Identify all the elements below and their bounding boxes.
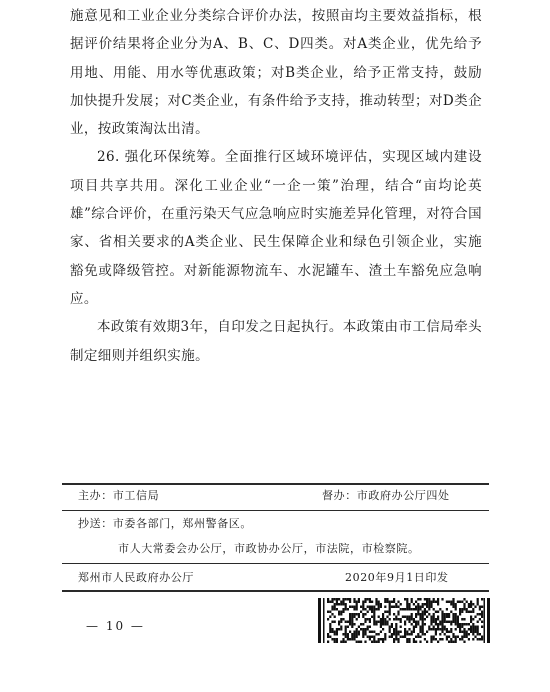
paragraph-continuation: 施意见和工业企业分类综合评价办法，按照亩均主要效益指标，根据评价结果将企业分为A、B、C、D四类。对A类企业，优先给予用地、用能、用水等优惠政策；对B类企业，给予正常支持，鼓励加快提升发展；对C类企业，有条件给予支持，推动转型；对D类企业，按政策淘汰出清。 bbox=[70, 8, 482, 138]
footer-divider-2 bbox=[62, 563, 489, 564]
paragraph-26: 26. 强化环保统筹。全面推行区域环境评估，实现区域内建设项目共享共用。深化工业企业“一企一策”治理，结合“亩均论英雄”综合评价，在重污染天气应急响应时实施差异化管理，对符合国家、省相关要求的A类企业、民生保障企业和绿色引领企业，实施豁免或降级管控。对新能源物流车、水泥罐车、渣土车豁免应急响应。 bbox=[70, 149, 482, 307]
host-unit: 主办：市工信局 bbox=[78, 489, 160, 502]
issue-date: 2020年9月1日印发 bbox=[345, 571, 449, 584]
cc-line-1: 抄送：市委各部门，郑州警备区。 bbox=[78, 517, 252, 530]
cc-line-2: 市人大常委会办公厅，市政协办公厅，市法院，市检察院。 bbox=[118, 542, 420, 555]
page-number: — 10 — bbox=[86, 619, 145, 633]
paragraph-validity: 本政策有效期3年，自印发之日起执行。本政策由市工信局牵头制定细则并组织实施。 bbox=[70, 319, 482, 364]
issuing-office: 郑州市人民政府办公厅 bbox=[78, 571, 194, 584]
body-text bbox=[70, 2, 482, 370]
footer-divider-1 bbox=[62, 510, 489, 511]
footer-bottom-rule bbox=[62, 590, 489, 592]
footer-top-rule bbox=[62, 483, 489, 485]
supervisor-unit: 督办：市政府办公厅四处 bbox=[322, 489, 450, 502]
document-barcode bbox=[318, 598, 490, 643]
